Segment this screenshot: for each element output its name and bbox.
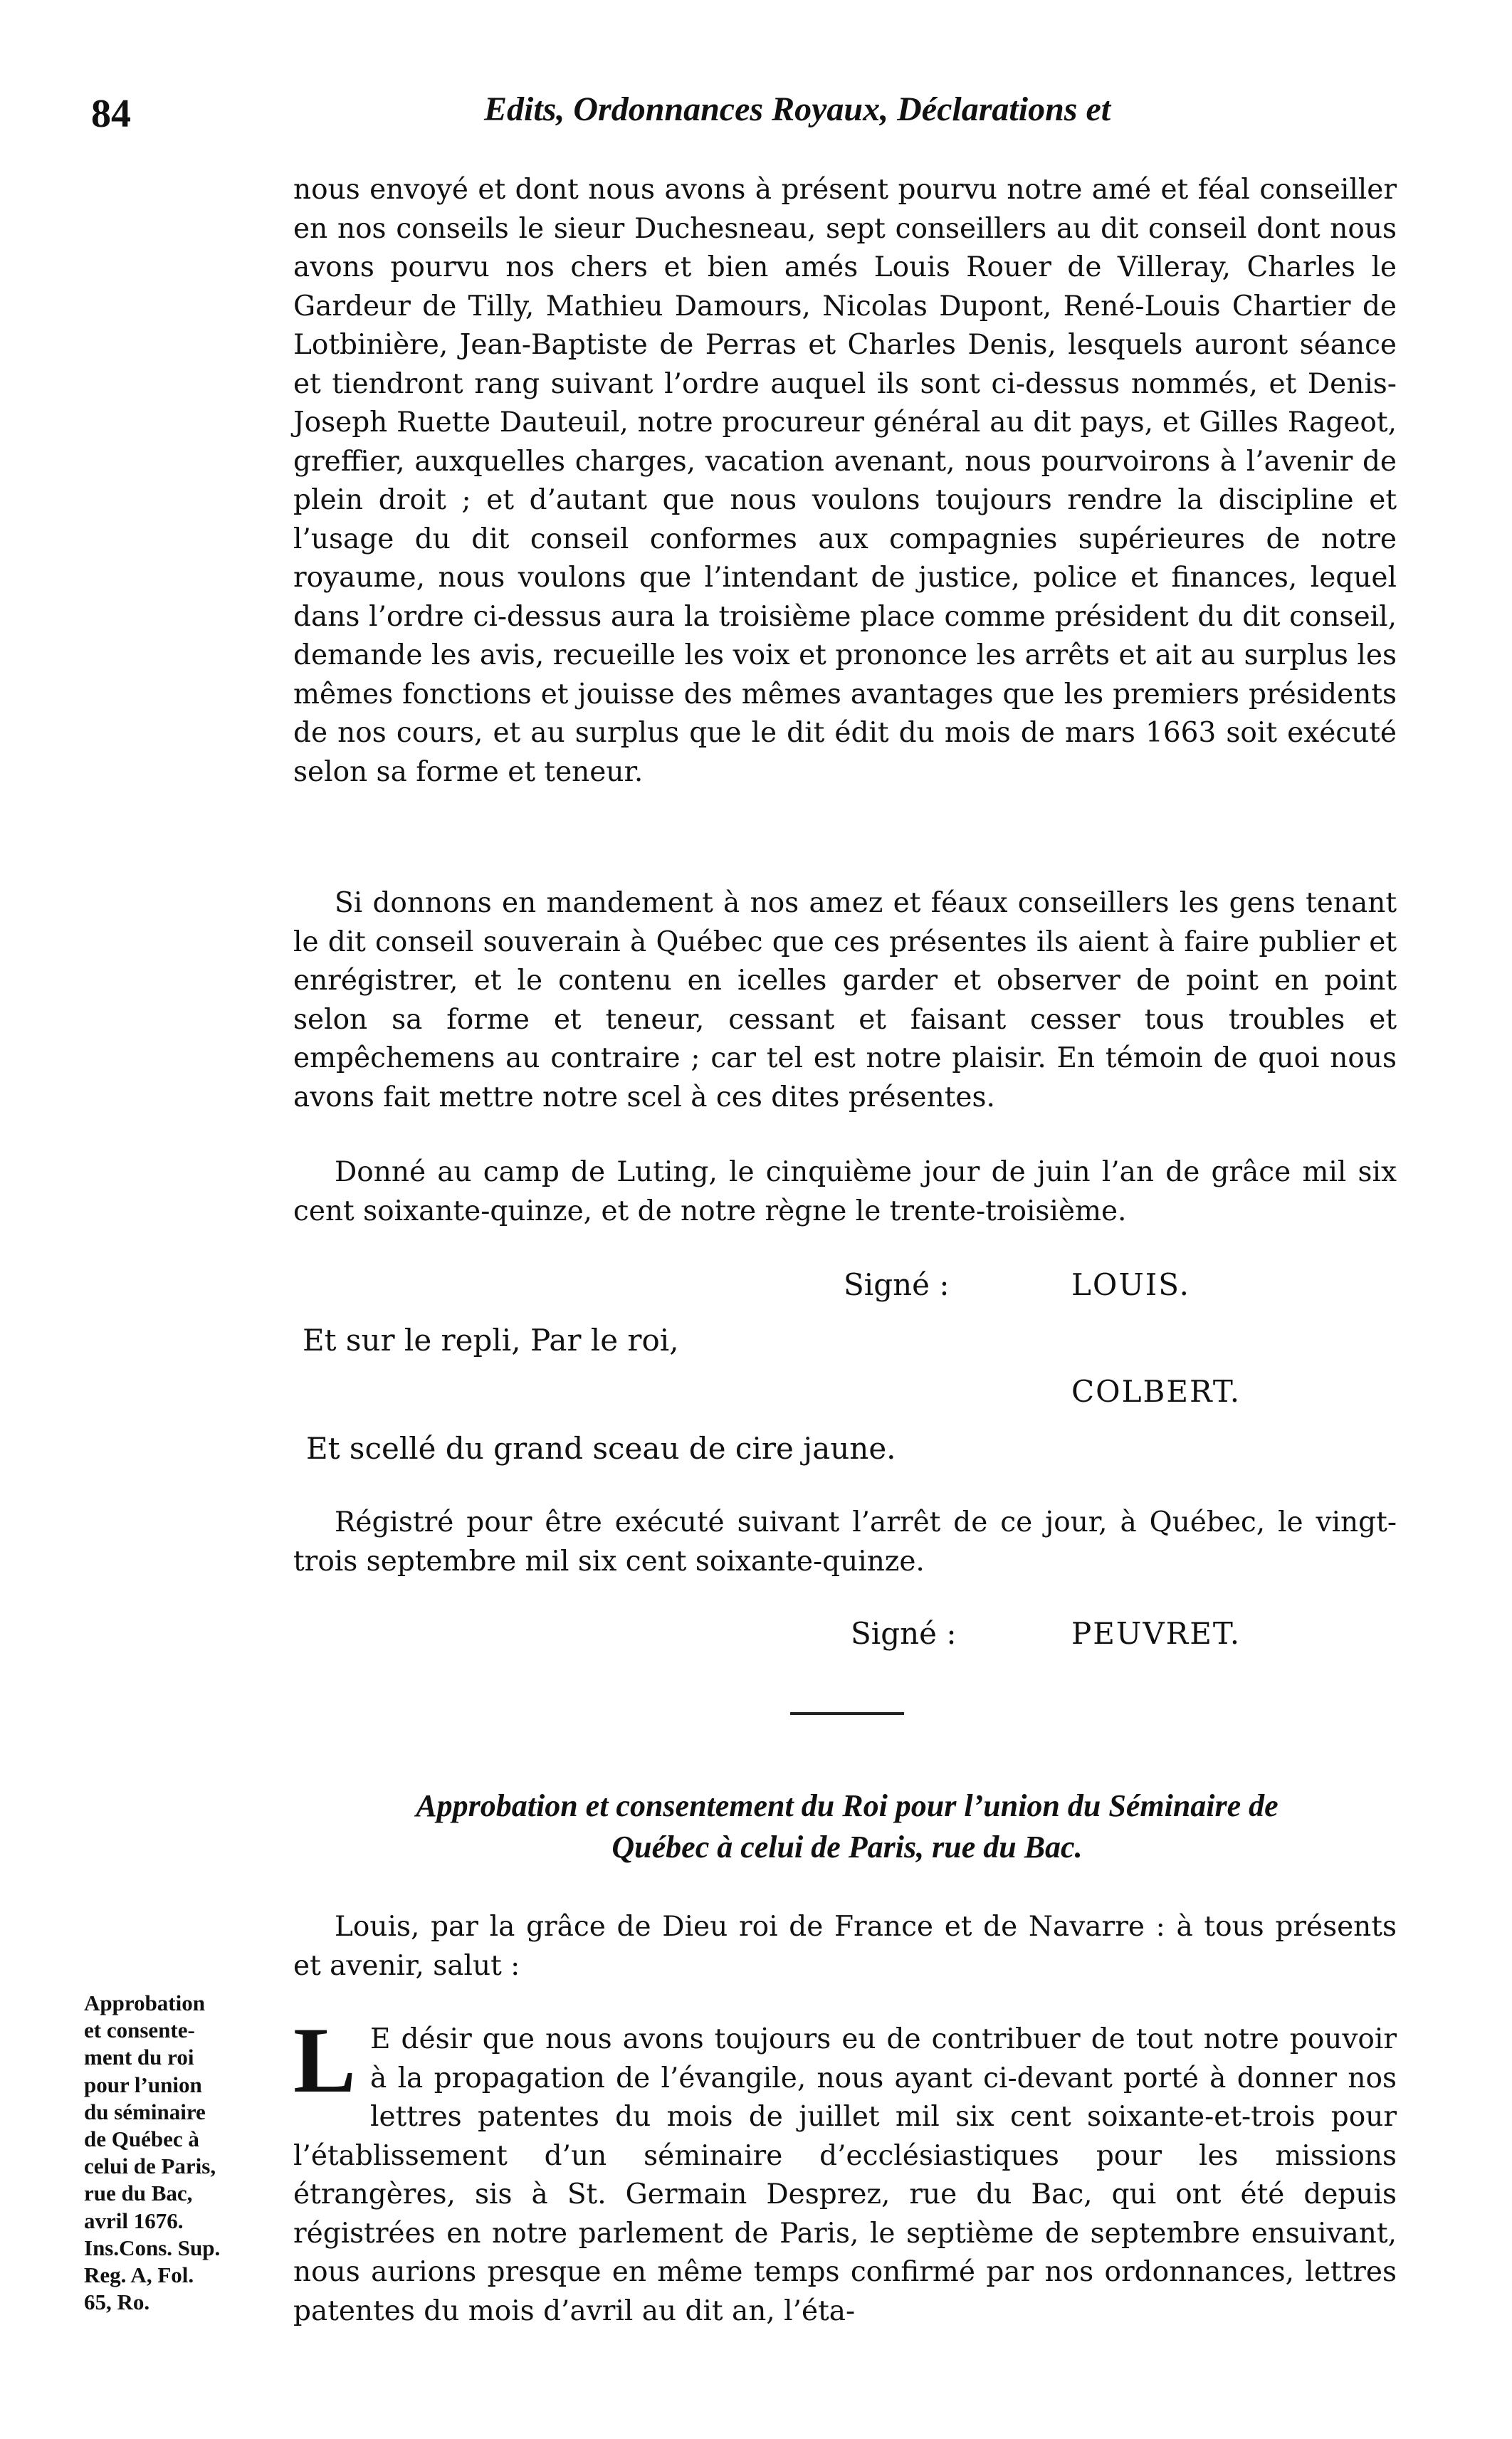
signature-louis: LOUIS. — [1071, 1267, 1190, 1302]
sidenote-line: Approbation — [84, 1990, 205, 2015]
sidenote-line: Reg. A, Fol. — [84, 2262, 194, 2288]
sidenote-line: rue du Bac, — [84, 2181, 193, 2206]
sidenote-line: avril 1676. — [84, 2208, 184, 2233]
section-title-line-1: Approbation et consentement du Roi pour l’union du Séminaire de — [416, 1788, 1279, 1823]
paragraph-registre: Régistré pour être exécuté suivant l’arrêt de ce jour, à Québec, le vingt-trois septembre mil six cent soixante-quinze. — [293, 1506, 1397, 1578]
paragraph-donne: Donné au camp de Luting, le cinquième jour de juin l’an de grâce mil six cent soixante-quinze, et de notre règne le trente-troisième. — [293, 1156, 1397, 1227]
sidenote-line: 65, Ro. — [84, 2289, 150, 2315]
signe-label-2: Signé : — [851, 1616, 957, 1651]
section-title — [299, 1785, 1395, 1868]
sidenote-line: ment du roi — [84, 2045, 194, 2070]
running-header: Edits, Ordonnances Royaux, Déclarations et — [484, 90, 1111, 128]
paragraph-intro: Louis, par la grâce de Dieu roi de France et de Navarre : à tous présents et avenir, salut : — [293, 1911, 1397, 1982]
repli-line: Et sur le repli, Par le roi, — [303, 1323, 679, 1358]
page-number: 84 — [91, 92, 131, 136]
sidenote-line: celui de Paris, — [84, 2154, 216, 2179]
sidenote-line: pour l’union — [84, 2072, 202, 2097]
sidenote-line: du séminaire — [84, 2099, 206, 2124]
section-title-line-2: Québec à celui de Paris, rue du Bac. — [611, 1830, 1083, 1864]
marginal-note — [84, 1990, 298, 2316]
paragraph-mandement: Si donnons en mandement à nos amez et féaux conseillers les gens tenant le dit conseil souverain à Québec que ces présentes ils aient à faire publier et enrégistrer, et le contenu en icelles garder et observer de point en point selon sa forme et teneur, cessant et faisant cesser tous troubles et empêchemens au contraire ; car tel est notre plaisir. En témoin de quoi nous avons fait mettre notre scel à ces dites présentes. — [293, 887, 1397, 1113]
paragraph-letters-text: E désir que nous avons toujours eu de contribuer de tout notre pouvoir à la propagation de l’évangile, nous ayant ci-devant porté à donner nos lettres patentes du mois de juillet mil six cent soixante-et-trois pour l’établissement d’un séminaire d’ecclésiastiques pour les missions étrangères, sis à St. Germain Desprez, rue du Bac, qui ont été depuis régistrées en notre parlement de Paris, le septième de septembre ensuivant, nous aurions presque en même temps confirmé par nos ordonnances, lettres patentes du mois d’avril au dit an, l’éta- — [293, 2023, 1397, 2327]
signe-label-1: Signé : — [844, 1267, 950, 1302]
sidenote-line: de Québec à — [84, 2126, 199, 2152]
signature-colbert: COLBERT. — [1071, 1374, 1241, 1409]
signature-peuvret: PEUVRET. — [1071, 1616, 1241, 1651]
paragraph-edict-continuation: nous envoyé et dont nous avons à présent pourvu notre amé et féal conseiller en nos conseils le sieur Duchesneau, sept conseillers au dit conseil dont nous avons pourvu nos chers et bien amés Louis Rouer de Villeray, Charles le Gardeur de Tilly, Mathieu Damours, Nicolas Dupont, René-Louis Chartier de Lotbinière, Jean-Baptiste de Perras et Charles Denis, lesquels auront séance et tiendront rang suivant l’ordre auquel ils sont ci-dessus nommés, et Denis-Joseph Ruette Dauteuil, notre procureur général au dit pays, et Gilles Rageot, greffier, auxquelles charges, vacation avenant, nous pourvoirons à l’avenir de plein droit ; et d’autant que nous voulons toujours rendre la discipline et l’usage du dit conseil conformes aux compagnies supérieures de notre royaume, nous voulons que l’intendant de justice, police et finances, lequel dans l’ordre ci-dessus aura la troisième place comme président du dit conseil, demande les avis, recueille les voix et prononce les arrêts et ait au surplus les mêmes fonctions et jouisse des mêmes avantages que les premiers présidents de nos cours, et au surplus que le dit édit du mois de mars 1663 soit exécuté selon sa forme et teneur. — [293, 174, 1397, 788]
sceau-line: Et scellé du grand sceau de cire jaune. — [306, 1431, 896, 1466]
sidenote-line: Ins.Cons. Sup. — [84, 2235, 221, 2260]
section-divider — [790, 1712, 904, 1715]
drop-cap: L — [293, 2008, 357, 2112]
paragraph-letters — [293, 2008, 1397, 2331]
sidenote-line: et consente- — [84, 2018, 195, 2043]
